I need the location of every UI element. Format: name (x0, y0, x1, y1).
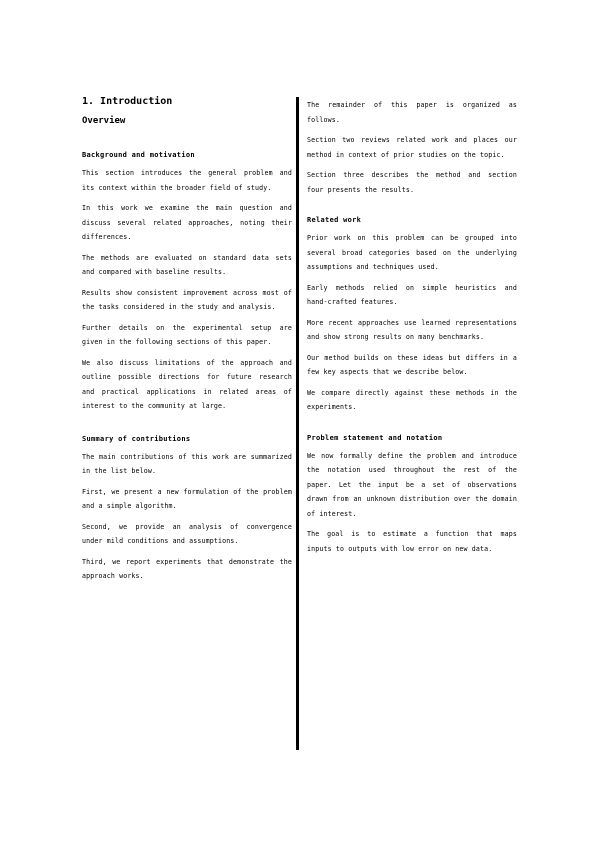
paragraph: We also discuss limitations of the approach and outline possible directions for future research and practical applications in related areas of interest to the community at large. (82, 358, 292, 410)
paragraph: Results show consistent improvement across most of the tasks considered in the study and analysis. (82, 288, 292, 311)
paragraph: The remainder of this paper is organized as follows. (307, 101, 517, 124)
left-column-body (82, 150, 292, 584)
paragraph: Further details on the experimental setup are given in the following sections of this paper. (82, 323, 292, 346)
paragraph: Second, we provide an analysis of convergence under mild conditions and assumptions. (82, 522, 292, 545)
document-subtitle: Overview (82, 116, 126, 126)
paragraph: First, we present a new formulation of the problem and a simple algorithm. (82, 487, 292, 510)
paragraph: We now formally define the problem and introduce the notation used throughout the rest of the paper. Let the input be a set of observations drawn from an unknown distribution over the domain of interest. (307, 451, 517, 518)
paragraph: Early methods relied on simple heuristics and hand-crafted features. (307, 283, 517, 306)
paragraph: We compare directly against these methods in the experiments. (307, 388, 517, 411)
paragraph: Prior work on this problem can be grouped into several broad categories based on the underlying assumptions and techniques used. (307, 234, 517, 271)
section-organization (307, 98, 517, 197)
paragraph: This section introduces the general problem and its context within the broader field of study. (82, 169, 292, 192)
section-problem-statement (307, 433, 517, 557)
column-divider (296, 97, 299, 750)
section-related-work (307, 215, 517, 415)
paragraph: Third, we report experiments that demonstrate the approach works. (82, 557, 292, 580)
right-column (307, 98, 517, 562)
section-background (82, 150, 292, 414)
document-title: 1. Introduction (82, 96, 173, 107)
paragraph: Section two reviews related work and places our method in context of prior studies on the topic. (307, 136, 517, 159)
section-contributions (82, 434, 292, 584)
paragraph: The goal is to estimate a function that maps inputs to outputs with low error on new data. (307, 530, 517, 553)
paragraph: In this work we examine the main question and discuss several related approaches, noting their differences. (82, 204, 292, 241)
paragraph: More recent approaches use learned representations and show strong results on many benchmarks. (307, 318, 517, 341)
section-heading: Related work (307, 216, 362, 224)
section-heading: Problem statement and notation (307, 433, 443, 442)
section-heading: Background and motivation (82, 151, 195, 159)
paragraph: The methods are evaluated on standard data sets and compared with baseline results. (82, 253, 292, 276)
paragraph: Section three describes the method and section four presents the results. (307, 171, 517, 194)
section-heading: Summary of contributions (82, 434, 191, 443)
paragraph: Our method builds on these ideas but differs in a few key aspects that we describe below. (307, 353, 517, 376)
left-column (82, 95, 292, 590)
paragraph: The main contributions of this work are summarized in the list below. (82, 452, 292, 475)
